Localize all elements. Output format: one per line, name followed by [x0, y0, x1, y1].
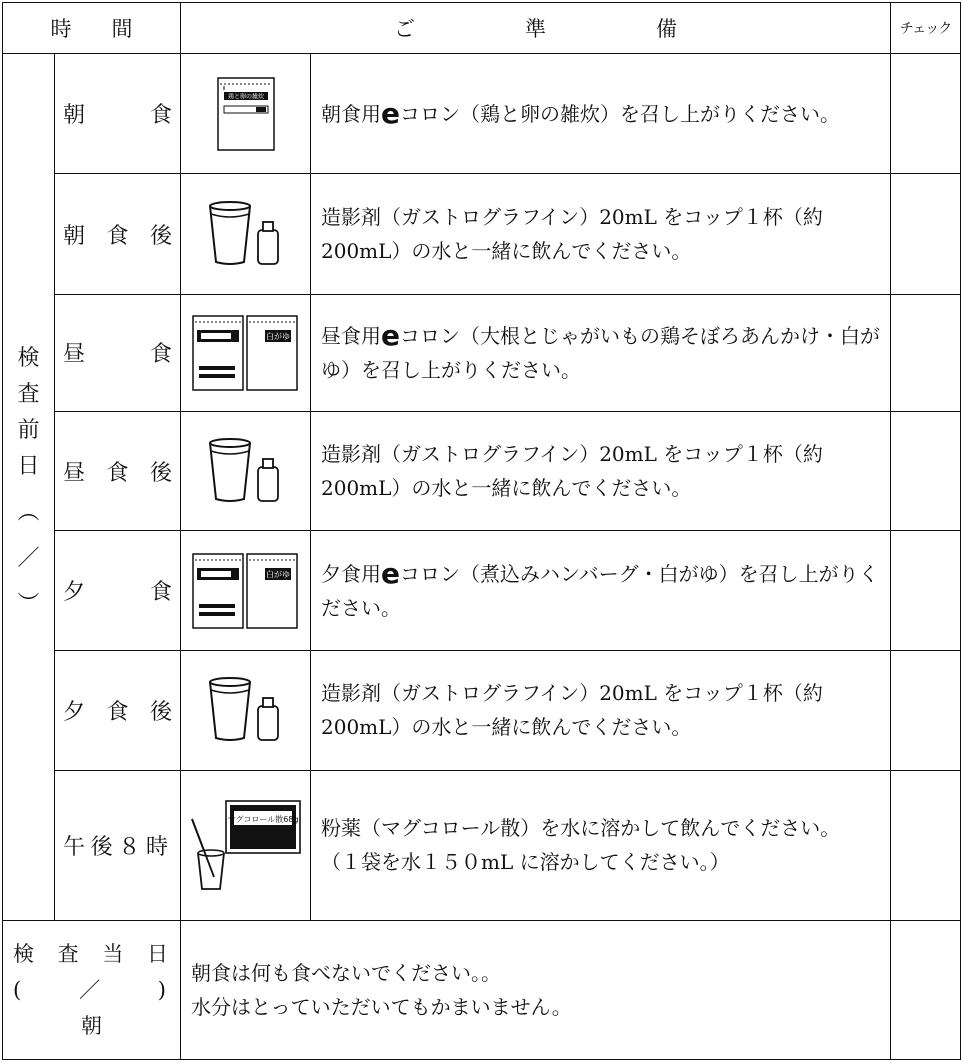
cup-and-bottle-icon — [181, 411, 311, 531]
time-cell — [55, 174, 181, 295]
table-row — [3, 531, 961, 651]
time-label-char: 朝 — [63, 223, 86, 249]
table-row — [3, 174, 961, 295]
pre-day-label: 検 査 前 日 ︵ ／ ︶ — [3, 53, 55, 920]
table-row — [3, 411, 961, 531]
prep-schedule-table — [2, 2, 961, 1060]
instruction-text: 造影剤（ガストログラフイン）20mL をコップ１杯（約 200mL）の水と一緒に飲んでください。 — [311, 411, 891, 531]
time-cell — [55, 295, 181, 412]
svg-text:白がゆ: 白がゆ — [265, 331, 290, 341]
meal-pack-icon — [181, 531, 311, 651]
time-label-char: ８ — [118, 834, 141, 860]
time-label-char: 昼 — [63, 460, 86, 486]
time-label-char: 食 — [106, 699, 129, 725]
time-cell — [55, 770, 181, 920]
time-label-char: 午 — [63, 834, 86, 860]
time-label-char: 後 — [149, 460, 172, 486]
check-cell[interactable] — [891, 531, 961, 651]
time-label-char: 朝 — [63, 103, 86, 129]
header-preparation: ご 準 備 — [181, 3, 891, 54]
time-label-char: 後 — [90, 834, 113, 860]
time-label-char: 食 — [149, 342, 172, 368]
time-cell — [55, 651, 181, 771]
cup-and-bottle-icon — [181, 651, 311, 771]
header-check: チェック — [891, 3, 961, 54]
time-label-char: 食 — [106, 223, 129, 249]
header-row — [3, 3, 961, 54]
instruction-text: 朝食用eコロン（鶏と卵の雑炊）を召し上がりください。 — [311, 53, 891, 174]
table-row — [3, 53, 961, 174]
check-cell[interactable] — [891, 651, 961, 771]
time-cell — [55, 531, 181, 651]
svg-text:鶏と卵の雑炊: 鶏と卵の雑炊 — [227, 93, 264, 101]
check-cell[interactable] — [891, 174, 961, 295]
time-label-char: 食 — [106, 460, 129, 486]
time-label-char: 夕 — [63, 580, 86, 606]
time-label-char: 後 — [149, 223, 172, 249]
instruction-text: 造影剤（ガストログラフイン）20mL をコップ１杯（約 200mL）の水と一緒に飲んでください。 — [311, 651, 891, 771]
check-cell[interactable] — [891, 770, 961, 920]
check-cell[interactable] — [891, 295, 961, 412]
check-cell[interactable] — [891, 920, 961, 1059]
instruction-text: 造影剤（ガストログラフイン）20mL をコップ１杯（約 200mL）の水と一緒に飲んでください。 — [311, 174, 891, 295]
svg-text:マグコロール散68g: マグコロール散68g — [227, 815, 298, 825]
instruction-text: 夕食用eコロン（煮込みハンバーグ・白がゆ）を召し上がりください。 — [311, 531, 891, 651]
time-label-char: 食 — [149, 103, 172, 129]
svg-text:白がゆ: 白がゆ — [265, 569, 290, 579]
table-row — [3, 295, 961, 412]
powder-and-glass-icon — [181, 770, 311, 920]
exam-day-row — [3, 920, 961, 1059]
check-cell[interactable] — [891, 411, 961, 531]
exam-day-instruction: 朝食は何も食べないでください。。 水分はとっていただいてもかまいません。 — [181, 920, 891, 1059]
time-label-char: 時 — [145, 834, 168, 860]
time-label-char: 昼 — [63, 342, 86, 368]
time-label-char: 食 — [149, 580, 172, 606]
table-row — [3, 651, 961, 771]
time-label-char: 夕 — [63, 699, 86, 725]
table-row — [3, 770, 961, 920]
meal-pack-icon — [181, 53, 311, 174]
meal-pack-icon — [181, 295, 311, 412]
instruction-text: 昼食用eコロン（大根とじゃがいもの鶏そぼろあんかけ・白がゆ）を召し上がりください。 — [311, 295, 891, 412]
time-cell — [55, 411, 181, 531]
time-label-char: 後 — [149, 699, 172, 725]
instruction-text: 粉薬（マグコロール散）を水に溶かして飲んでください。 （１袋を水１５０mL に溶かしてください。） — [311, 770, 891, 920]
check-cell[interactable] — [891, 53, 961, 174]
header-time: 時 間 — [3, 3, 181, 54]
cup-and-bottle-icon — [181, 174, 311, 295]
exam-day-label: 検 査 当 日 ( ／ ) 朝 — [3, 920, 181, 1059]
time-cell — [55, 53, 181, 174]
